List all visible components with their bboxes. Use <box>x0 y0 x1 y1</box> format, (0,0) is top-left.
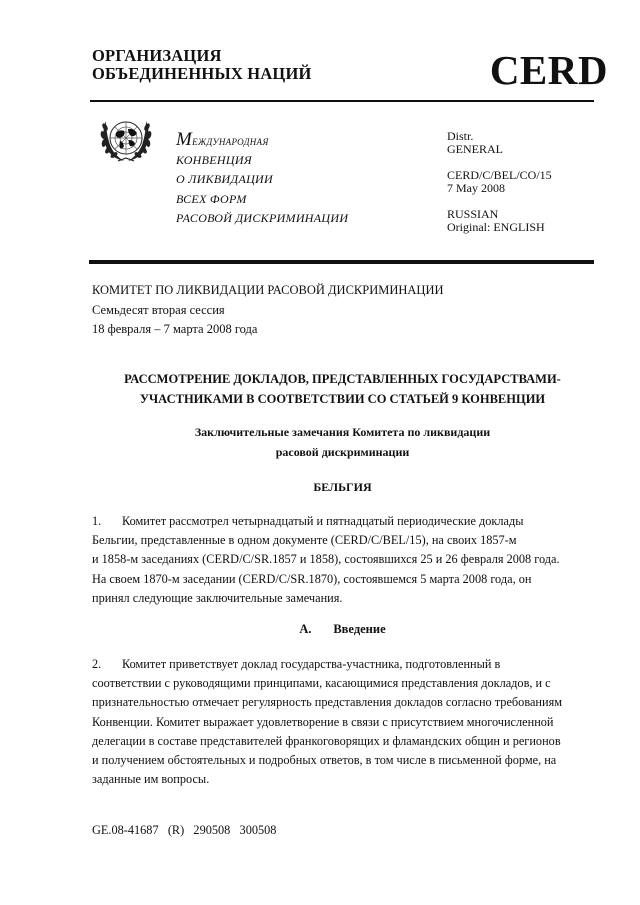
organization-name-line-1: ОРГАНИЗАЦИЯ <box>92 46 222 65</box>
document-date: 7 May 2008 <box>447 181 505 195</box>
paragraph-number: 1. <box>92 514 102 528</box>
paragraph-number: 2. <box>92 657 102 671</box>
committee-name: КОМИТЕТ ПО ЛИКВИДАЦИИ РАСОВОЙ ДИСКРИМИНАЦИИ <box>92 283 444 297</box>
section-title: Введение <box>333 622 386 636</box>
document-title: РАССМОТРЕНИЕ ДОКЛАДОВ, ПРЕДСТАВЛЕННЫХ ГОСУДАРСТВАМИ- УЧАСТНИКАМИ В СООТВЕТСТВИИ СО СТАТЬЕЙ 9 КОНВЕНЦИИ <box>124 372 561 406</box>
distr-value: GENERAL <box>447 142 503 156</box>
original-language: Original: ENGLISH <box>447 220 545 234</box>
job-number-footer: GE.08-41687 (R) 290508 300508 <box>92 823 277 837</box>
convention-title-line-5: РАСОВОЙ ДИСКРИМИНАЦИИ <box>176 211 349 225</box>
document-subtitle: Заключительные замечания Комитета по ликвидации расовой дискриминации <box>194 425 491 459</box>
convention-title-line-2: КОНВЕНЦИЯ <box>176 152 252 167</box>
united-nations-emblem-icon <box>96 111 156 167</box>
convention-title-line-4: ВСЕХ ФОРМ <box>176 191 247 206</box>
country-heading: БЕЛЬГИЯ <box>313 480 372 494</box>
convention-title-line-1: Международная <box>176 129 269 150</box>
convention-title <box>176 130 348 229</box>
section-heading <box>90 621 595 637</box>
organization-name-line-2: ОБЪЕДИНЕННЫХ НАЦИЙ <box>92 64 312 83</box>
distr-label: Distr. <box>447 129 474 143</box>
document-language: RUSSIAN <box>447 207 499 221</box>
convention-title-line-3: О ЛИКВИДАЦИИ <box>176 172 273 186</box>
distribution-block <box>447 130 552 247</box>
document-symbol: CERD/C/BEL/CO/15 <box>447 168 552 182</box>
organization-name <box>92 47 312 83</box>
committee-info <box>92 281 444 340</box>
paragraph-1: 1. Комитет рассмотрел четырнадцатый и пятнадцатый периодические доклады Бельгии, представленные в одном документе (CERD/C/BEL/15), на своих 1857-м и 1858-м заседаниях (CERD/C/SR.1857 и 1858), состоявшихся 25 и 26 февраля 2008 года. На своем 1870-м заседании (CERD/C/SR.1870), состоявшемся 5 марта 2008 года, он принял следующие заключительные замечания. <box>92 514 560 605</box>
header-divider <box>90 100 594 102</box>
paragraph-2: 2. Комитет приветствует доклад государства-участника, подготовленный в соответствии с руководящими принципами, касающимися представления докладов, и с признательностью отмечает регулярность представления докладов согласно требованиям Конвенции. Комитет выражает удовлетворение в связи с присутствием многочисленной делегации в составе представителей франкоговорящих и фламандских общин и регионов и получением обстоятельных и подробных ответов, в том числе в письменной форме, на заданные им вопросы. <box>92 657 563 787</box>
session-dates: 18 февраля – 7 марта 2008 года <box>92 322 258 336</box>
section-letter: A. <box>299 622 312 636</box>
masthead-divider <box>89 260 594 264</box>
document-series-symbol: CERD <box>489 47 608 93</box>
session-name: Семьдесят вторая сессия <box>92 302 225 317</box>
